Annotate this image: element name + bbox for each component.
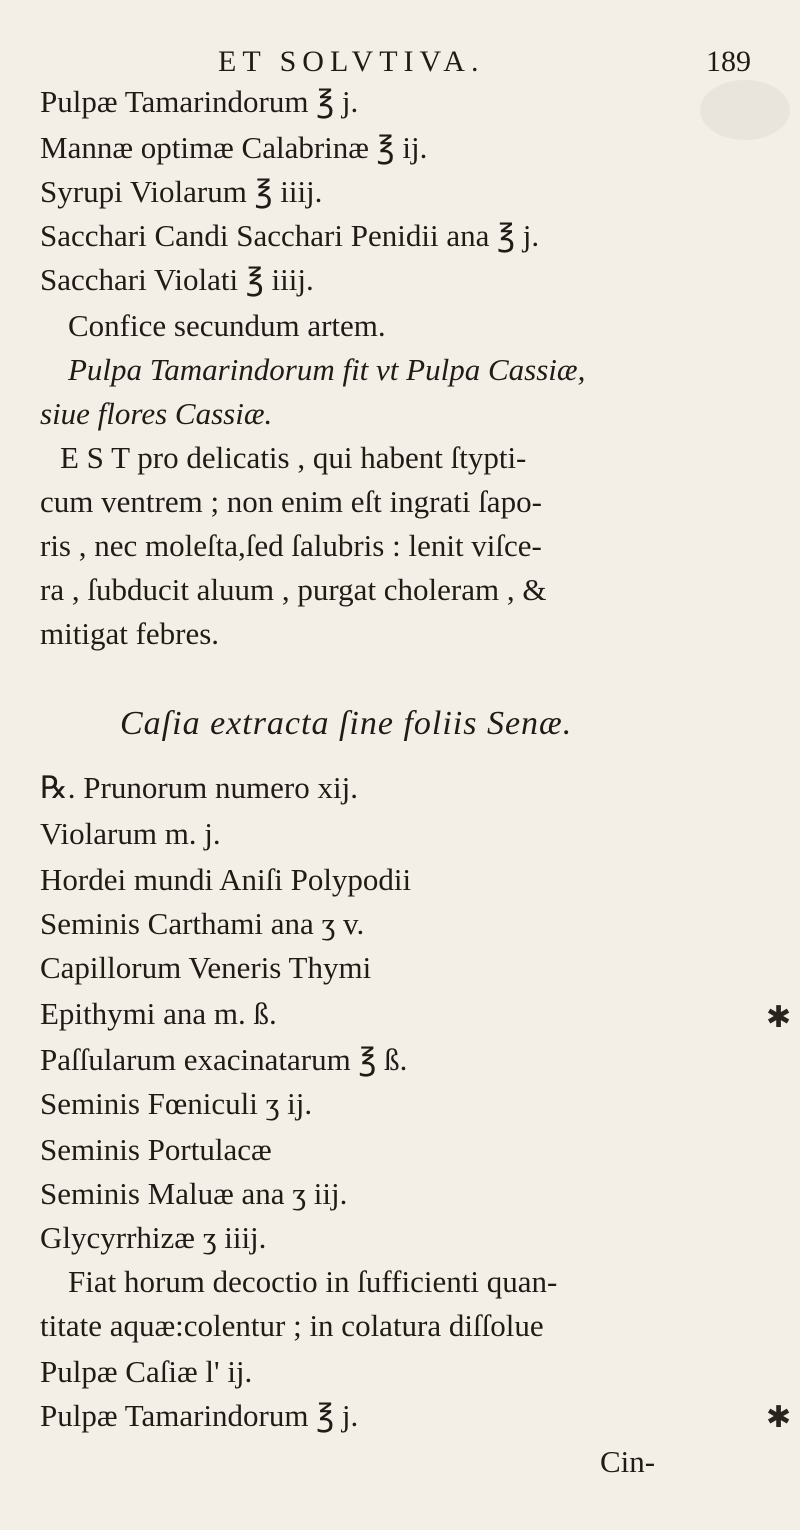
- text-line: Pulpæ Tamarindorum ℥ j.: [40, 84, 359, 119]
- text-line: Sacchari Violati ℥ iiij.: [40, 262, 314, 297]
- page-number: 189: [706, 45, 751, 78]
- text-line: ra , ſubducit aluum , purgat choleram , &: [40, 572, 547, 607]
- text-line: Pulpæ Caſiæ l' ij.: [40, 1354, 253, 1389]
- text-line: Seminis Maluæ ana ʒ iij.: [40, 1176, 348, 1211]
- text-line: Epithymi ana m. ß.: [40, 996, 277, 1031]
- text-line: Seminis Carthami ana ʒ v.: [40, 906, 365, 941]
- text-line: cum ventrem ; non enim eſt ingrati ſapo-: [40, 484, 542, 519]
- text-line: Pulpæ Tamarindorum ℥ j.: [40, 1398, 359, 1433]
- text-line: Mannæ optimæ Calabrinæ ℥ ij.: [40, 130, 428, 165]
- text-line: Glycyrrhizæ ʒ iiij.: [40, 1220, 267, 1255]
- paper-stain: [700, 80, 790, 140]
- text-line: Hordei mundi Aniſi Polypodii: [40, 862, 412, 897]
- text-line: Syrupi Violarum ℥ iiij.: [40, 174, 323, 209]
- catchword: Cin-: [600, 1444, 656, 1479]
- text-line: Seminis Portulacæ: [40, 1132, 272, 1167]
- asterisk-margin-mark: ✱: [766, 1001, 792, 1034]
- text-line: Confice secundum artem.: [68, 308, 386, 343]
- text-line: Sacchari Candi Sacchari Penidii ana ℥ j.: [40, 218, 540, 253]
- italic-line: siue flores Cassiæ.: [40, 396, 273, 431]
- section-heading: Caſia extracta ſine foliis Senæ.: [120, 705, 573, 742]
- text-line: Seminis Fœniculi ʒ ij.: [40, 1086, 313, 1121]
- running-title: ET SOLVTIVA.: [218, 45, 485, 78]
- text-line: titate aquæ:colentur ; in colatura diſſolue: [40, 1308, 544, 1343]
- text-line: mitigat febres.: [40, 616, 220, 651]
- text-line: ℞. Prunorum numero xij.: [40, 770, 358, 805]
- text-line: Capillorum Veneris Thymi: [40, 950, 372, 985]
- asterisk-margin-mark: ✱: [766, 1401, 792, 1434]
- text-line: E S T pro delicatis , qui habent ſtypti-: [60, 440, 527, 475]
- text-line: Violarum m. j.: [40, 816, 221, 851]
- text-line: Paſſularum exacinatarum ℥ ß.: [40, 1042, 408, 1077]
- text-line: ris , nec moleſta,ſed ſalubris : lenit viſce-: [40, 528, 542, 563]
- text-line: Fiat horum decoctio in ſufficienti quan-: [68, 1264, 558, 1299]
- italic-line: Pulpa Tamarindorum fit vt Pulpa Cassiæ,: [68, 352, 586, 387]
